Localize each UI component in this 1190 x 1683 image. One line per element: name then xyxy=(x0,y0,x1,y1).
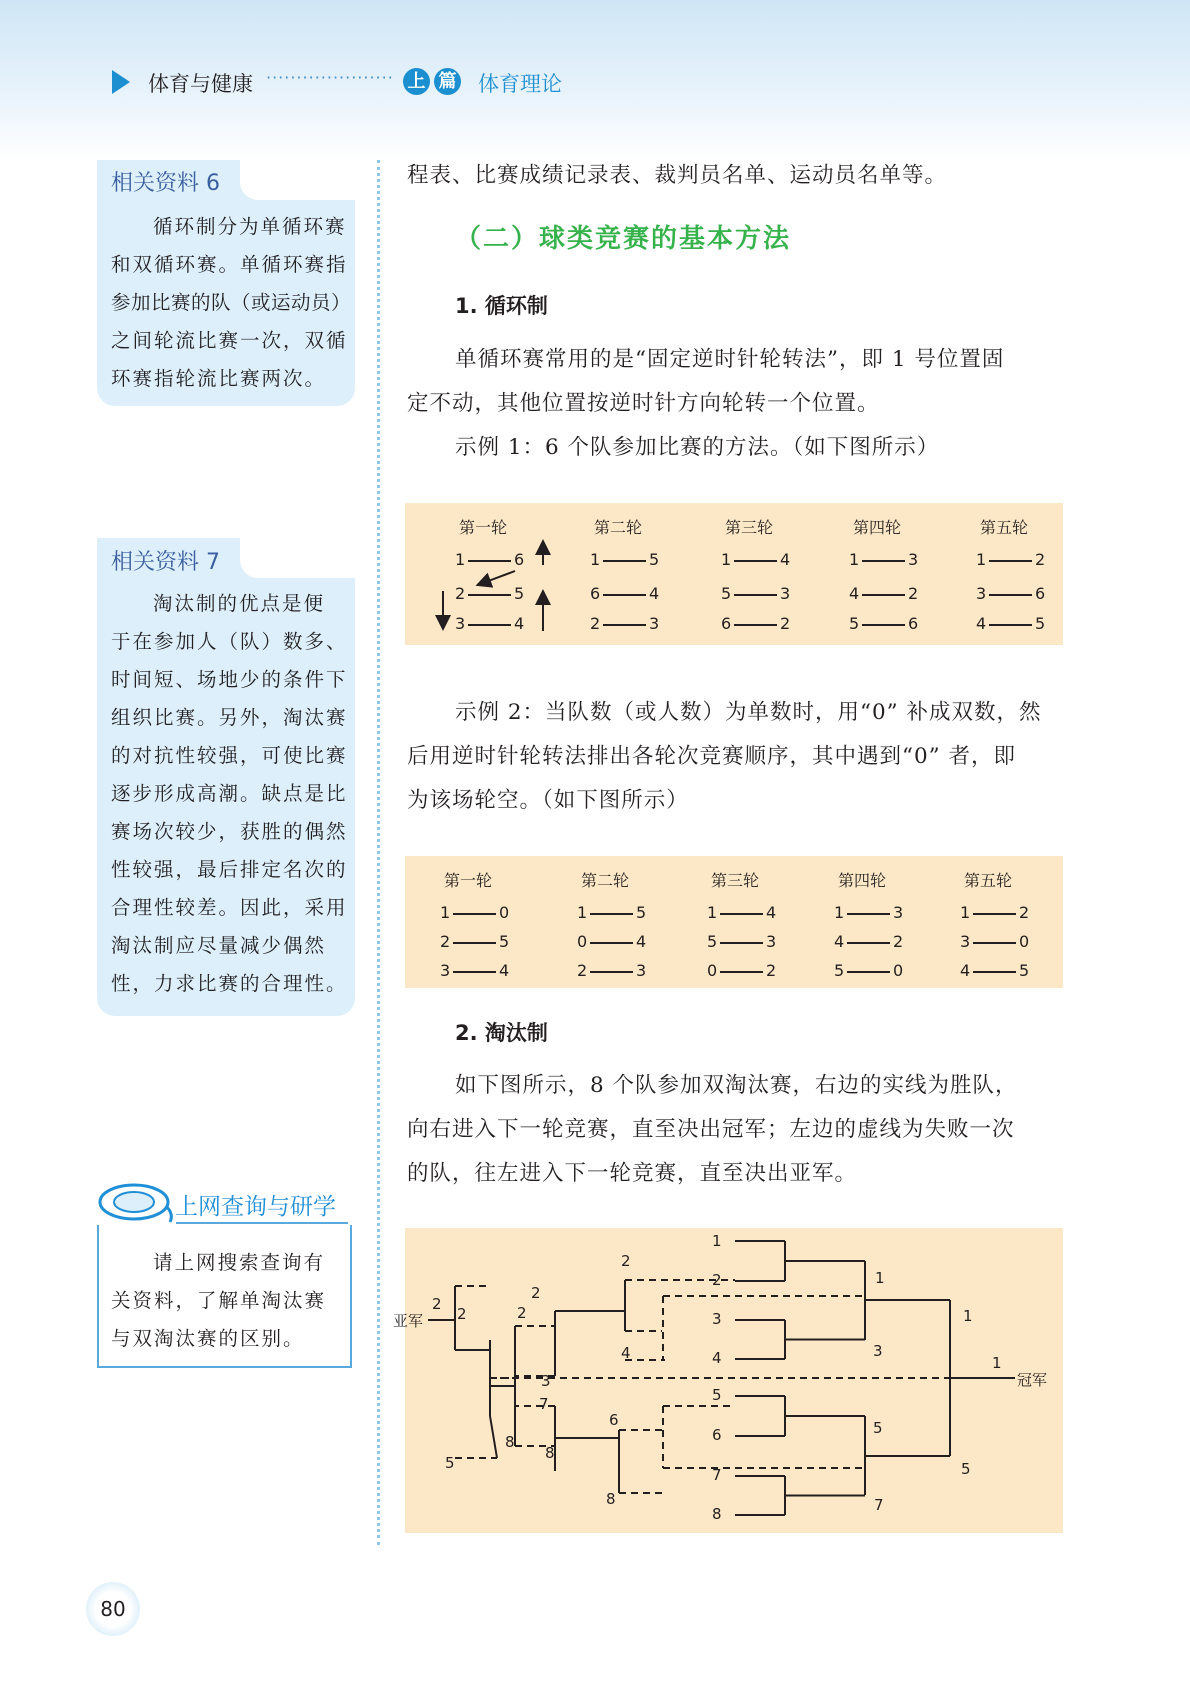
loser-label: 2 xyxy=(621,1252,631,1270)
note6-line: 之间轮流比赛一次，双循 xyxy=(111,329,348,352)
match-line xyxy=(590,942,633,944)
match-line xyxy=(590,971,633,973)
note6-line: 环赛指轮流比赛两次。 xyxy=(111,367,327,390)
mouse-icon xyxy=(96,1180,176,1224)
team-number: 1 xyxy=(976,550,987,569)
round-header: 第四轮 xyxy=(853,518,902,537)
champion-label: 冠军 xyxy=(1017,1371,1048,1389)
note7-line: 逐步形成高潮。缺点是比 xyxy=(111,782,348,805)
loser-label: 4 xyxy=(621,1344,631,1362)
team-number: 4 xyxy=(766,903,777,922)
team-number: 0 xyxy=(893,961,904,980)
book-title: 体育与健康 xyxy=(148,72,253,96)
note6-tab-cut xyxy=(240,160,355,200)
winner-label: 1 xyxy=(992,1354,1002,1372)
note6-text xyxy=(111,208,351,398)
team-number: 2 xyxy=(1035,550,1046,569)
match-line xyxy=(973,942,1016,944)
note7-line: 的对抗性较强，可使比赛 xyxy=(111,744,348,767)
loser-label: 8 xyxy=(505,1433,515,1451)
team-number: 1 xyxy=(577,903,588,922)
note7-line: 时间短、场地少的条件下 xyxy=(111,668,348,691)
team-number: 5 xyxy=(499,932,510,951)
page-number: 80 xyxy=(86,1582,140,1636)
team-label: 6 xyxy=(712,1426,722,1444)
bracket-diagram xyxy=(393,1228,1063,1533)
match-line xyxy=(989,624,1032,626)
match-line xyxy=(862,560,905,562)
text-line: 单循环赛常用的是“固定逆时针轮转法”，即 1 号位置固 xyxy=(455,347,1005,372)
match-line xyxy=(603,560,646,562)
team-number: 4 xyxy=(976,614,987,633)
text-line: 示例 1：6 个队参加比赛的方法。（如下图所示） xyxy=(455,435,940,460)
team-number: 6 xyxy=(1035,584,1046,603)
team-label: 2 xyxy=(712,1271,722,1289)
team-number: 3 xyxy=(780,584,791,603)
match-line xyxy=(720,913,763,915)
team-number: 0 xyxy=(707,961,718,980)
team-number: 1 xyxy=(721,550,732,569)
section-heading: （二）球类竞赛的基本方法 xyxy=(455,224,792,254)
team-number: 2 xyxy=(893,932,904,951)
team-number: 3 xyxy=(455,614,466,633)
text-line: 为该场轮空。（如下图所示） xyxy=(407,788,689,813)
team-number: 5 xyxy=(834,961,845,980)
play-triangle-icon xyxy=(112,70,130,94)
text-line: 向右进入下一轮竞赛，直至决出冠军；左边的虚线为失败一次 xyxy=(407,1117,1015,1142)
team-number: 5 xyxy=(649,550,660,569)
loser-label: 2 xyxy=(517,1304,527,1322)
note7-line: 性，力求比赛的合理性。 xyxy=(111,972,348,995)
net-line: 关资料，了解单淘汰赛 xyxy=(111,1289,327,1312)
text-line: 定不动，其他位置按逆时针方向轮转一个位置。 xyxy=(407,391,880,416)
team-number: 0 xyxy=(577,932,588,951)
team-label: 3 xyxy=(712,1310,722,1328)
text-line: 的队，往左进入下一轮竞赛，直至决出亚军。 xyxy=(407,1161,858,1186)
team-number: 4 xyxy=(780,550,791,569)
team-number: 4 xyxy=(499,961,510,980)
team-number: 2 xyxy=(766,961,777,980)
note7-line: 淘汰制的优点是便 xyxy=(153,592,326,615)
team-number: 6 xyxy=(908,614,919,633)
match-line xyxy=(603,624,646,626)
team-number: 5 xyxy=(721,584,732,603)
loser-label: 7 xyxy=(539,1395,549,1413)
team-number: 2 xyxy=(908,584,919,603)
match-line xyxy=(862,594,905,596)
team-number: 6 xyxy=(721,614,732,633)
runner-up-label: 亚军 xyxy=(393,1312,424,1330)
team-label: 5 xyxy=(712,1386,722,1404)
round-header: 第一轮 xyxy=(444,871,493,890)
winner-label: 3 xyxy=(873,1342,883,1360)
team-number: 6 xyxy=(514,550,525,569)
winner-path xyxy=(490,1416,497,1458)
note6-line: 和双循环赛。单循环赛指 xyxy=(111,253,348,276)
loser-label: 6 xyxy=(609,1411,619,1429)
subheading-elimination: 2. 淘汰制 xyxy=(455,1021,548,1045)
team-number: 1 xyxy=(707,903,718,922)
team-number: 1 xyxy=(455,550,466,569)
note7-line: 赛场次较少，获胜的偶然 xyxy=(111,820,348,843)
match-line xyxy=(603,594,646,596)
part-badge-1: 上 xyxy=(403,68,430,95)
team-number: 5 xyxy=(514,584,525,603)
team-label: 7 xyxy=(712,1466,722,1484)
team-label: 8 xyxy=(712,1505,722,1523)
runner-up-score: 2 xyxy=(432,1295,442,1313)
net-research-title: 上网查询与研学 xyxy=(175,1194,336,1220)
match-line xyxy=(847,971,890,973)
loser-label: 5 xyxy=(445,1454,455,1472)
round-header: 第三轮 xyxy=(725,518,774,537)
note7-line: 于在参加人（队）数多、 xyxy=(111,630,348,653)
match-line xyxy=(453,913,496,915)
team-number: 5 xyxy=(849,614,860,633)
team-number: 3 xyxy=(960,932,971,951)
round-header: 第二轮 xyxy=(594,518,643,537)
note7-tab-cut xyxy=(240,538,355,578)
text-line: 程表、比赛成绩记录表、裁判员名单、运动员名单等。 xyxy=(407,163,948,188)
winner-label: 1 xyxy=(963,1307,973,1325)
team-number: 5 xyxy=(636,903,647,922)
net-line: 与双淘汰赛的区别。 xyxy=(111,1327,305,1350)
subheading-round-robin: 1. 循环制 xyxy=(455,294,548,318)
round-header: 第二轮 xyxy=(581,871,630,890)
note7-title: 相关资料 7 xyxy=(111,550,220,575)
team-number: 5 xyxy=(1019,961,1030,980)
team-number: 1 xyxy=(590,550,601,569)
round-header: 第一轮 xyxy=(459,518,508,537)
match-line xyxy=(989,594,1032,596)
team-number: 3 xyxy=(766,932,777,951)
team-number: 2 xyxy=(455,584,466,603)
team-number: 3 xyxy=(908,550,919,569)
match-line xyxy=(590,913,633,915)
team-number: 3 xyxy=(636,961,647,980)
match-line xyxy=(973,913,1016,915)
column-divider xyxy=(377,160,380,1545)
team-number: 1 xyxy=(834,903,845,922)
team-number: 1 xyxy=(849,550,860,569)
team-number: 3 xyxy=(893,903,904,922)
team-number: 1 xyxy=(440,903,451,922)
match-line xyxy=(720,971,763,973)
match-line xyxy=(734,594,777,596)
round-header: 第五轮 xyxy=(964,871,1013,890)
winner-label: 7 xyxy=(874,1496,884,1514)
team-number: 3 xyxy=(976,584,987,603)
note7-line: 淘汰制应尽量减少偶然 xyxy=(111,934,327,957)
loser-label: 8 xyxy=(545,1444,555,1462)
leader-dots: ····················· xyxy=(266,68,394,87)
team-number: 2 xyxy=(1019,903,1030,922)
loser-label: 3 xyxy=(541,1372,551,1390)
match-line xyxy=(862,624,905,626)
loser-label: 2 xyxy=(457,1305,467,1323)
team-number: 0 xyxy=(1019,932,1030,951)
team-number: 1 xyxy=(960,903,971,922)
text-line: 示例 2：当队数（或人数）为单数时，用“0” 补成双数，然 xyxy=(455,700,1042,725)
match-line xyxy=(734,560,777,562)
team-number: 0 xyxy=(499,903,510,922)
match-line xyxy=(453,971,496,973)
match-line xyxy=(720,942,763,944)
round-header: 第四轮 xyxy=(838,871,887,890)
winner-label: 5 xyxy=(961,1460,971,1478)
team-number: 2 xyxy=(590,614,601,633)
net-rule xyxy=(176,1222,348,1224)
team-number: 3 xyxy=(440,961,451,980)
loser-label: 2 xyxy=(531,1284,541,1302)
net-text xyxy=(111,1244,347,1358)
note7-line: 合理性较差。因此，采用 xyxy=(111,896,348,919)
team-label: 1 xyxy=(712,1232,722,1250)
round-header: 第五轮 xyxy=(980,518,1029,537)
team-number: 3 xyxy=(649,614,660,633)
team-number: 4 xyxy=(849,584,860,603)
winner-label: 1 xyxy=(875,1269,885,1287)
text-line: 如下图所示，8 个队参加双淘汰赛，右边的实线为胜队， xyxy=(455,1073,1018,1098)
winner-label: 5 xyxy=(873,1419,883,1437)
note6-line: 参加比赛的队（或运动员） xyxy=(111,291,352,314)
net-line: 请上网搜索查询有 xyxy=(153,1251,326,1274)
team-number: 5 xyxy=(1035,614,1046,633)
team-number: 4 xyxy=(960,961,971,980)
team-number: 2 xyxy=(577,961,588,980)
round-header: 第三轮 xyxy=(711,871,760,890)
note6-title: 相关资料 6 xyxy=(111,171,220,196)
rotation-arrows xyxy=(405,503,545,645)
match-line xyxy=(847,913,890,915)
match-line xyxy=(453,942,496,944)
match-line xyxy=(989,560,1032,562)
team-number: 4 xyxy=(636,932,647,951)
note7-line: 组织比赛。另外，淘汰赛 xyxy=(111,706,348,729)
note6-line: 循环制分为单循环赛 xyxy=(153,215,347,238)
note7-line: 性较强，最后排定名次的 xyxy=(111,858,348,881)
match-line xyxy=(847,942,890,944)
loser-label: 8 xyxy=(606,1490,616,1508)
team-number: 2 xyxy=(440,932,451,951)
part-badge-2: 篇 xyxy=(434,68,461,95)
team-number: 6 xyxy=(590,584,601,603)
match-line xyxy=(734,624,777,626)
team-number: 4 xyxy=(649,584,660,603)
team-label: 4 xyxy=(712,1349,722,1367)
team-number: 4 xyxy=(834,932,845,951)
text-line: 后用逆时针轮转法排出各轮次竞赛顺序，其中遇到“0” 者，即 xyxy=(407,744,1016,769)
team-number: 2 xyxy=(780,614,791,633)
part-title: 体育理论 xyxy=(478,72,562,96)
team-number: 4 xyxy=(514,614,525,633)
match-line xyxy=(973,971,1016,973)
note7-text xyxy=(111,585,351,1003)
team-number: 5 xyxy=(707,932,718,951)
